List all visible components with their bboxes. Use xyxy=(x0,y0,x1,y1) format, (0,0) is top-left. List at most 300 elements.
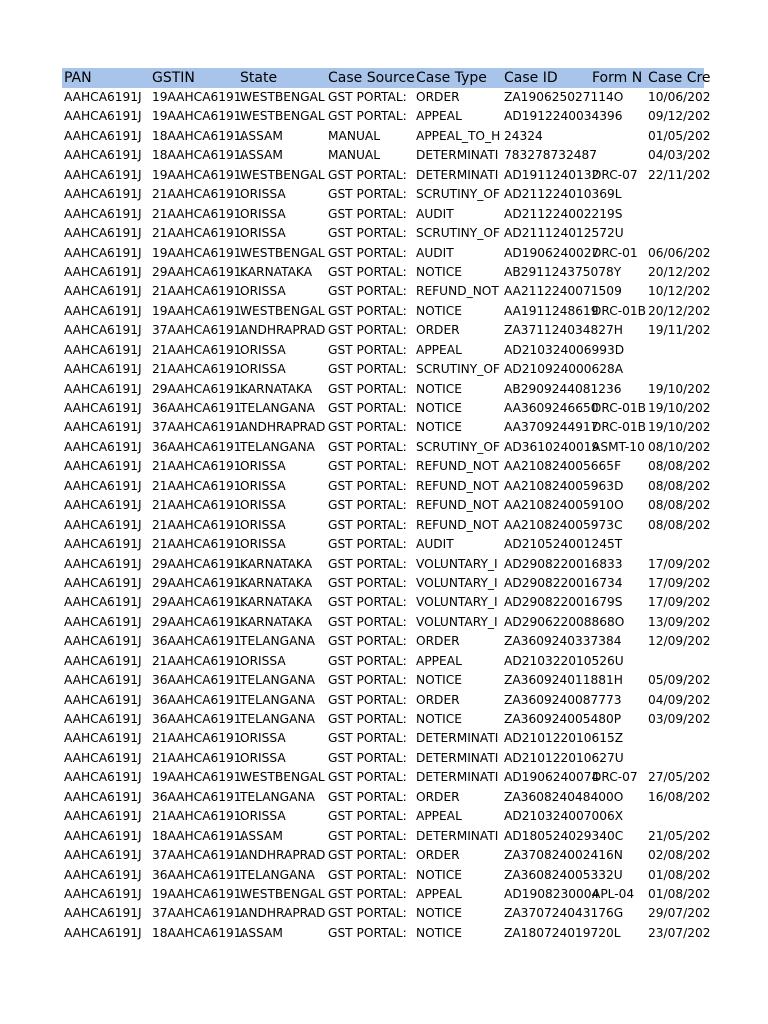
cell-case-type[interactable]: APPEAL xyxy=(416,653,462,668)
cell-gstin[interactable]: 21AAHCA6191. xyxy=(152,809,246,824)
cell-case-source[interactable]: GST PORTAL: xyxy=(328,109,407,124)
cell-form-no[interactable]: DRC-01B xyxy=(592,420,647,435)
cell-case-source[interactable]: GST PORTAL: xyxy=(328,614,407,629)
cell-pan[interactable]: AAHCA6191J xyxy=(64,867,142,882)
cell-gstin[interactable]: 21AAHCA6191. xyxy=(152,517,246,532)
cell-case-source[interactable]: GST PORTAL: xyxy=(328,789,407,804)
cell-state[interactable]: ANDHRAPRAD xyxy=(240,848,326,863)
cell-case-created[interactable]: 17/09/202 xyxy=(648,556,711,571)
cell-case-type[interactable]: APPEAL xyxy=(416,886,462,901)
cell-pan[interactable]: AAHCA6191J xyxy=(64,537,142,552)
cell-case-id[interactable]: AD1906240027 xyxy=(504,245,600,260)
cell-state[interactable]: ASSAM xyxy=(240,148,283,163)
cell-state[interactable]: WESTBENGAL xyxy=(240,90,325,104)
cell-gstin[interactable]: 29AAHCA6191. xyxy=(152,264,246,279)
cell-state[interactable]: WESTBENGAL xyxy=(240,886,325,901)
cell-pan[interactable]: AAHCA6191J xyxy=(64,362,142,377)
cell-case-created[interactable]: 04/09/202 xyxy=(648,692,711,707)
cell-case-source[interactable]: GST PORTAL: xyxy=(328,362,407,377)
cell-case-id[interactable]: ZA360924011881H xyxy=(504,673,623,688)
cell-gstin[interactable]: 36AAHCA6191. xyxy=(152,789,246,804)
cell-case-id[interactable]: ZA190625027114O xyxy=(504,90,624,104)
cell-form-no[interactable] xyxy=(590,107,646,126)
cell-form-no[interactable] xyxy=(590,127,646,146)
cell-case-type[interactable]: NOTICE xyxy=(416,401,462,415)
cell-state[interactable]: ORISSA xyxy=(240,478,286,493)
cell-state[interactable]: TELANGANA xyxy=(240,692,315,707)
cell-case-source[interactable]: GST PORTAL: xyxy=(328,848,407,863)
cell-form-no[interactable] xyxy=(590,866,646,885)
cell-gstin[interactable]: 37AAHCA6191. xyxy=(152,906,246,921)
cell-form-no[interactable] xyxy=(590,282,646,301)
cell-gstin[interactable]: 21AAHCA6191. xyxy=(152,226,246,241)
cell-case-created[interactable]: 12/09/202 xyxy=(648,634,711,649)
cell-pan[interactable]: AAHCA6191J xyxy=(64,498,142,513)
cell-state[interactable]: ANDHRAPRAD xyxy=(240,420,326,435)
cell-state[interactable]: ORISSA xyxy=(240,653,286,668)
cell-pan[interactable]: AAHCA6191J xyxy=(64,731,142,746)
cell-case-source[interactable]: GST PORTAL: xyxy=(328,906,407,921)
cell-pan[interactable]: AAHCA6191J xyxy=(64,401,142,415)
cell-pan[interactable]: AAHCA6191J xyxy=(64,342,142,357)
cell-case-created[interactable]: 01/08/202 xyxy=(648,886,711,901)
cell-case-type[interactable]: NOTICE xyxy=(416,712,462,726)
cell-case-type[interactable]: VOLUNTARY_I xyxy=(416,595,498,610)
cell-case-id[interactable]: ZA370724043176G xyxy=(504,906,624,921)
cell-gstin[interactable]: 29AAHCA6191. xyxy=(152,556,246,571)
cell-case-source[interactable]: GST PORTAL: xyxy=(328,653,407,668)
cell-pan[interactable]: AAHCA6191J xyxy=(64,750,142,765)
cell-case-created[interactable]: 23/07/202 xyxy=(648,925,711,940)
cell-pan[interactable]: AAHCA6191J xyxy=(64,420,142,435)
cell-state[interactable]: WESTBENGAL xyxy=(240,770,325,785)
cell-case-source[interactable]: GST PORTAL: xyxy=(328,381,407,396)
cell-case-source[interactable]: GST PORTAL: xyxy=(328,498,407,513)
cell-gstin[interactable]: 18AAHCA6191. xyxy=(152,828,246,843)
cell-gstin[interactable]: 36AAHCA6191. xyxy=(152,439,246,454)
cell-state[interactable]: ORISSA xyxy=(240,537,286,552)
cell-case-source[interactable]: GST PORTAL: xyxy=(328,886,407,901)
cell-gstin[interactable]: 21AAHCA6191. xyxy=(152,284,246,299)
cell-form-no[interactable]: DRC-01 xyxy=(592,245,638,260)
cell-state[interactable]: WESTBENGAL xyxy=(240,109,325,124)
cell-case-id[interactable]: ZA3609240337384 xyxy=(504,634,622,649)
cell-case-source[interactable]: GST PORTAL: xyxy=(328,634,407,649)
cell-case-id[interactable]: AD290822001679S xyxy=(504,595,623,610)
cell-state[interactable]: ANDHRAPRAD xyxy=(240,323,326,338)
cell-state[interactable]: KARNATAKA xyxy=(240,595,313,610)
cell-form-no[interactable] xyxy=(590,729,646,748)
cell-form-no[interactable] xyxy=(590,691,646,710)
cell-case-type[interactable]: ORDER xyxy=(416,323,460,338)
cell-form-no[interactable] xyxy=(590,496,646,515)
cell-case-type[interactable]: ORDER xyxy=(416,692,460,707)
cell-gstin[interactable]: 21AAHCA6191. xyxy=(152,459,246,474)
cell-pan[interactable]: AAHCA6191J xyxy=(64,886,142,901)
cell-pan[interactable]: AAHCA6191J xyxy=(64,692,142,707)
cell-case-created[interactable]: 01/05/202 xyxy=(648,128,711,143)
header-case-created[interactable]: Case Cre xyxy=(648,70,711,86)
cell-case-source[interactable]: GST PORTAL: xyxy=(328,575,407,590)
cell-case-source[interactable]: GST PORTAL: xyxy=(328,284,407,299)
cell-pan[interactable]: AAHCA6191J xyxy=(64,575,142,590)
cell-case-source[interactable]: GST PORTAL: xyxy=(328,809,407,824)
cell-case-source[interactable]: GST PORTAL: xyxy=(328,828,407,843)
cell-case-created[interactable]: 09/12/202 xyxy=(648,109,711,124)
cell-case-source[interactable]: GST PORTAL: xyxy=(328,595,407,610)
cell-pan[interactable]: AAHCA6191J xyxy=(64,167,142,182)
cell-case-source[interactable]: GST PORTAL: xyxy=(328,770,407,785)
cell-gstin[interactable]: 18AAHCA6191. xyxy=(152,128,246,143)
cell-state[interactable]: ORISSA xyxy=(240,187,286,202)
cell-case-source[interactable]: GST PORTAL: xyxy=(328,167,407,182)
cell-form-no[interactable] xyxy=(590,807,646,826)
cell-pan[interactable]: AAHCA6191J xyxy=(64,303,142,318)
cell-pan[interactable]: AAHCA6191J xyxy=(64,206,142,221)
cell-form-no[interactable] xyxy=(590,224,646,243)
cell-form-no[interactable] xyxy=(590,321,646,340)
cell-case-created[interactable]: 08/08/202 xyxy=(648,517,711,532)
cell-state[interactable]: TELANGANA xyxy=(240,712,315,726)
cell-state[interactable]: ORISSA xyxy=(240,459,286,474)
cell-form-no[interactable] xyxy=(590,710,646,729)
cell-case-type[interactable]: DETERMINATI xyxy=(416,750,499,765)
cell-case-type[interactable]: NOTICE xyxy=(416,867,462,882)
cell-form-no[interactable] xyxy=(590,341,646,360)
cell-case-source[interactable]: GST PORTAL: xyxy=(328,206,407,221)
cell-case-type[interactable]: REFUND_NOT xyxy=(416,517,499,532)
cell-case-source[interactable]: GST PORTAL: xyxy=(328,925,407,940)
cell-form-no[interactable] xyxy=(590,263,646,282)
cell-gstin[interactable]: 29AAHCA6191. xyxy=(152,614,246,629)
cell-pan[interactable]: AAHCA6191J xyxy=(64,517,142,532)
cell-case-created[interactable]: 19/10/202 xyxy=(648,381,711,396)
cell-case-source[interactable]: GST PORTAL: xyxy=(328,226,407,241)
cell-case-id[interactable]: AD3610240019 xyxy=(504,439,600,454)
cell-gstin[interactable]: 19AAHCA6191. xyxy=(152,109,246,124)
cell-pan[interactable]: AAHCA6191J xyxy=(64,439,142,454)
cell-form-no[interactable] xyxy=(590,613,646,632)
cell-case-source[interactable]: GST PORTAL: xyxy=(328,517,407,532)
cell-case-source[interactable]: GST PORTAL: xyxy=(328,478,407,493)
cell-state[interactable]: ORISSA xyxy=(240,750,286,765)
cell-case-id[interactable]: AD210322010526U xyxy=(504,653,624,668)
cell-case-created[interactable] xyxy=(646,749,704,768)
cell-gstin[interactable]: 37AAHCA6191. xyxy=(152,420,246,435)
cell-case-created[interactable]: 16/08/202 xyxy=(648,789,711,804)
cell-form-no[interactable] xyxy=(590,924,646,943)
cell-case-created[interactable]: 13/09/202 xyxy=(648,614,711,629)
cell-pan[interactable]: AAHCA6191J xyxy=(64,673,142,688)
cell-pan[interactable]: AAHCA6191J xyxy=(64,712,142,726)
cell-gstin[interactable]: 21AAHCA6191. xyxy=(152,362,246,377)
cell-form-no[interactable] xyxy=(590,535,646,554)
cell-case-id[interactable]: ZA3609240087773 xyxy=(504,692,622,707)
cell-case-id[interactable]: AD2908220016833 xyxy=(504,556,623,571)
cell-case-created[interactable]: 20/12/202 xyxy=(648,264,711,279)
header-pan[interactable]: PAN xyxy=(64,70,92,86)
cell-pan[interactable]: AAHCA6191J xyxy=(64,459,142,474)
cell-gstin[interactable]: 37AAHCA6191. xyxy=(152,848,246,863)
cell-form-no[interactable]: DRC-07 xyxy=(592,167,638,182)
cell-pan[interactable]: AAHCA6191J xyxy=(64,323,142,338)
cell-case-created[interactable]: 08/08/202 xyxy=(648,459,711,474)
cell-gstin[interactable]: 21AAHCA6191. xyxy=(152,731,246,746)
cell-case-type[interactable]: ORDER xyxy=(416,90,460,104)
cell-case-source[interactable]: GST PORTAL: xyxy=(328,692,407,707)
cell-gstin[interactable]: 36AAHCA6191. xyxy=(152,673,246,688)
cell-case-created[interactable]: 01/08/202 xyxy=(648,867,711,882)
cell-form-no[interactable] xyxy=(590,457,646,476)
cell-case-id[interactable]: AB291124375078Y xyxy=(504,264,622,279)
cell-gstin[interactable]: 36AAHCA6191. xyxy=(152,401,246,415)
cell-case-source[interactable]: MANUAL xyxy=(328,128,381,143)
cell-case-created[interactable]: 17/09/202 xyxy=(648,575,711,590)
cell-case-created[interactable]: 08/08/202 xyxy=(648,478,711,493)
cell-case-id[interactable]: AD210524001245T xyxy=(504,537,623,552)
cell-form-no[interactable]: DRC-01B xyxy=(592,303,647,318)
cell-case-id[interactable]: AD210324007006X xyxy=(504,809,624,824)
cell-form-no[interactable] xyxy=(590,671,646,690)
cell-state[interactable]: KARNATAKA xyxy=(240,264,313,279)
cell-pan[interactable]: AAHCA6191J xyxy=(64,595,142,610)
cell-case-created[interactable] xyxy=(646,341,704,360)
header-case-source[interactable]: Case Source xyxy=(328,70,415,86)
header-state[interactable]: State xyxy=(240,70,278,86)
cell-case-id[interactable]: AA3709244917 xyxy=(504,420,599,435)
cell-case-source[interactable]: MANUAL xyxy=(328,148,381,163)
cell-form-no[interactable]: ASMT-10 xyxy=(592,439,645,454)
cell-state[interactable]: KARNATAKA xyxy=(240,575,313,590)
cell-state[interactable]: KARNATAKA xyxy=(240,614,313,629)
cell-case-type[interactable]: AUDIT xyxy=(416,206,454,221)
cell-gstin[interactable]: 19AAHCA6191. xyxy=(152,303,246,318)
cell-state[interactable]: ORISSA xyxy=(240,498,286,513)
cell-form-no[interactable] xyxy=(590,632,646,651)
cell-pan[interactable]: AAHCA6191J xyxy=(64,653,142,668)
cell-state[interactable]: ORISSA xyxy=(240,809,286,824)
cell-case-created[interactable]: 08/08/202 xyxy=(648,498,711,513)
cell-case-id[interactable]: ZA360824048400O xyxy=(504,789,624,804)
cell-case-created[interactable]: 10/12/202 xyxy=(648,284,711,299)
cell-form-no[interactable] xyxy=(590,904,646,923)
cell-pan[interactable]: AAHCA6191J xyxy=(64,109,142,124)
cell-case-type[interactable]: REFUND_NOT xyxy=(416,459,499,474)
cell-case-source[interactable]: GST PORTAL: xyxy=(328,731,407,746)
header-case-type[interactable]: Case Type xyxy=(416,70,487,86)
cell-case-type[interactable]: APPEAL xyxy=(416,109,462,124)
cell-case-id[interactable]: AA210824005665F xyxy=(504,459,622,474)
cell-case-id[interactable]: AA210824005910O xyxy=(504,498,624,513)
cell-case-created[interactable]: 19/11/202 xyxy=(648,323,711,338)
cell-state[interactable]: ORISSA xyxy=(240,731,286,746)
cell-form-no[interactable] xyxy=(590,574,646,593)
cell-case-source[interactable]: GST PORTAL: xyxy=(328,439,407,454)
cell-form-no[interactable] xyxy=(590,88,646,107)
cell-form-no[interactable]: DRC-07 xyxy=(592,770,638,785)
cell-case-type[interactable]: VOLUNTARY_I xyxy=(416,614,498,629)
cell-case-id[interactable]: AD180524029340C xyxy=(504,828,624,843)
cell-case-type[interactable]: SCRUTINY_OF xyxy=(416,362,500,377)
cell-state[interactable]: ORISSA xyxy=(240,517,286,532)
cell-gstin[interactable]: 21AAHCA6191. xyxy=(152,653,246,668)
cell-case-id[interactable]: ZA371124034827H xyxy=(504,323,623,338)
cell-case-created[interactable]: 22/11/202 xyxy=(648,167,711,182)
cell-state[interactable]: TELANGANA xyxy=(240,401,315,415)
cell-case-created[interactable] xyxy=(646,185,704,204)
cell-form-no[interactable] xyxy=(590,185,646,204)
cell-case-type[interactable]: VOLUNTARY_I xyxy=(416,556,498,571)
cell-gstin[interactable]: 36AAHCA6191. xyxy=(152,867,246,882)
cell-state[interactable]: ORISSA xyxy=(240,206,286,221)
cell-state[interactable]: ASSAM xyxy=(240,925,283,940)
cell-state[interactable]: ANDHRAPRAD xyxy=(240,906,326,921)
cell-case-created[interactable]: 02/08/202 xyxy=(648,848,711,863)
cell-case-created[interactable] xyxy=(646,205,704,224)
cell-gstin[interactable]: 29AAHCA6191. xyxy=(152,381,246,396)
cell-case-id[interactable]: ZA360924005480P xyxy=(504,712,622,726)
cell-pan[interactable]: AAHCA6191J xyxy=(64,556,142,571)
cell-pan[interactable]: AAHCA6191J xyxy=(64,828,142,843)
cell-pan[interactable]: AAHCA6191J xyxy=(64,90,142,104)
cell-form-no[interactable] xyxy=(590,380,646,399)
cell-case-id[interactable]: 24324 xyxy=(504,128,543,143)
cell-case-id[interactable]: AD210122010627U xyxy=(504,750,624,765)
cell-case-type[interactable]: DETERMINATI xyxy=(416,148,499,163)
cell-case-source[interactable]: GST PORTAL: xyxy=(328,323,407,338)
cell-pan[interactable]: AAHCA6191J xyxy=(64,634,142,649)
cell-case-type[interactable]: DETERMINATI xyxy=(416,731,499,746)
cell-case-source[interactable]: GST PORTAL: xyxy=(328,342,407,357)
cell-case-type[interactable]: NOTICE xyxy=(416,673,462,688)
cell-case-id[interactable]: AD210924000628A xyxy=(504,362,624,377)
cell-case-type[interactable]: SCRUTINY_OF xyxy=(416,226,500,241)
cell-case-type[interactable]: APPEAL_TO_H xyxy=(416,128,501,143)
cell-case-created[interactable]: 04/03/202 xyxy=(648,148,711,163)
cell-state[interactable]: TELANGANA xyxy=(240,439,315,454)
cell-case-created[interactable] xyxy=(646,807,704,826)
cell-pan[interactable]: AAHCA6191J xyxy=(64,848,142,863)
cell-state[interactable]: TELANGANA xyxy=(240,867,315,882)
cell-case-type[interactable]: ORDER xyxy=(416,634,460,649)
cell-gstin[interactable]: 21AAHCA6191. xyxy=(152,342,246,357)
cell-case-source[interactable]: GST PORTAL: xyxy=(328,401,407,415)
cell-gstin[interactable]: 37AAHCA6191. xyxy=(152,323,246,338)
cell-pan[interactable]: AAHCA6191J xyxy=(64,128,142,143)
cell-case-type[interactable]: APPEAL xyxy=(416,342,462,357)
cell-form-no[interactable]: DRC-01B xyxy=(592,401,647,415)
cell-state[interactable]: ASSAM xyxy=(240,128,283,143)
cell-form-no[interactable] xyxy=(590,846,646,865)
cell-case-created[interactable] xyxy=(646,224,704,243)
cell-case-type[interactable]: REFUND_NOT xyxy=(416,498,499,513)
cell-pan[interactable]: AAHCA6191J xyxy=(64,226,142,241)
cell-case-created[interactable] xyxy=(646,535,704,554)
cell-gstin[interactable]: 19AAHCA6191. xyxy=(152,167,246,182)
cell-pan[interactable]: AAHCA6191J xyxy=(64,789,142,804)
cell-case-source[interactable]: GST PORTAL: xyxy=(328,264,407,279)
cell-case-id[interactable]: AD211224010369L xyxy=(504,187,622,202)
cell-case-type[interactable]: NOTICE xyxy=(416,420,462,435)
cell-case-created[interactable]: 19/10/202 xyxy=(648,420,711,435)
cell-case-created[interactable]: 21/05/202 xyxy=(648,828,711,843)
cell-gstin[interactable]: 21AAHCA6191. xyxy=(152,206,246,221)
cell-gstin[interactable]: 21AAHCA6191. xyxy=(152,498,246,513)
cell-pan[interactable]: AAHCA6191J xyxy=(64,478,142,493)
cell-case-source[interactable]: GST PORTAL: xyxy=(328,537,407,552)
cell-form-no[interactable] xyxy=(590,555,646,574)
cell-case-created[interactable]: 17/09/202 xyxy=(648,595,711,610)
header-gstin[interactable]: GSTIN xyxy=(152,70,195,86)
cell-form-no[interactable] xyxy=(590,146,646,165)
cell-gstin[interactable]: 18AAHCA6191. xyxy=(152,148,246,163)
cell-gstin[interactable]: 21AAHCA6191. xyxy=(152,187,246,202)
cell-pan[interactable]: AAHCA6191J xyxy=(64,381,142,396)
cell-pan[interactable]: AAHCA6191J xyxy=(64,148,142,163)
cell-gstin[interactable]: 36AAHCA6191. xyxy=(152,634,246,649)
header-case-id[interactable]: Case ID xyxy=(504,70,558,86)
cell-case-type[interactable]: NOTICE xyxy=(416,906,462,921)
cell-case-source[interactable]: GST PORTAL: xyxy=(328,673,407,688)
cell-gstin[interactable]: 21AAHCA6191. xyxy=(152,537,246,552)
cell-pan[interactable]: AAHCA6191J xyxy=(64,284,142,299)
cell-case-source[interactable]: GST PORTAL: xyxy=(328,867,407,882)
cell-case-source[interactable]: GST PORTAL: xyxy=(328,712,407,726)
cell-case-type[interactable]: NOTICE xyxy=(416,925,462,940)
cell-gstin[interactable]: 19AAHCA6191. xyxy=(152,90,246,104)
cell-case-source[interactable]: GST PORTAL: xyxy=(328,750,407,765)
cell-case-created[interactable]: 27/05/202 xyxy=(648,770,711,785)
cell-case-created[interactable]: 08/10/202 xyxy=(648,439,711,454)
cell-form-no[interactable] xyxy=(590,205,646,224)
cell-case-id[interactable]: AA210824005973C xyxy=(504,517,623,532)
cell-case-id[interactable]: AD2908220016734 xyxy=(504,575,623,590)
cell-state[interactable]: TELANGANA xyxy=(240,634,315,649)
cell-pan[interactable]: AAHCA6191J xyxy=(64,245,142,260)
cell-case-type[interactable]: AUDIT xyxy=(416,245,454,260)
cell-state[interactable]: WESTBENGAL xyxy=(240,303,325,318)
cell-case-type[interactable]: AUDIT xyxy=(416,537,454,552)
cell-case-type[interactable]: ORDER xyxy=(416,789,460,804)
cell-state[interactable]: ORISSA xyxy=(240,226,286,241)
cell-case-type[interactable]: REFUND_NOT xyxy=(416,478,499,493)
cell-pan[interactable]: AAHCA6191J xyxy=(64,906,142,921)
cell-gstin[interactable]: 29AAHCA6191. xyxy=(152,575,246,590)
cell-pan[interactable]: AAHCA6191J xyxy=(64,614,142,629)
cell-case-created[interactable]: 10/06/202 xyxy=(648,90,711,104)
cell-gstin[interactable]: 19AAHCA6191. xyxy=(152,770,246,785)
cell-state[interactable]: ASSAM xyxy=(240,828,283,843)
cell-case-id[interactable]: AA1911248619 xyxy=(504,303,599,318)
cell-state[interactable]: KARNATAKA xyxy=(240,556,313,571)
cell-case-id[interactable]: AD1908230004 xyxy=(504,886,600,901)
cell-case-type[interactable]: ORDER xyxy=(416,848,460,863)
cell-state[interactable]: WESTBENGAL xyxy=(240,245,325,260)
cell-case-type[interactable]: APPEAL xyxy=(416,809,462,824)
cell-gstin[interactable]: 19AAHCA6191. xyxy=(152,245,246,260)
cell-form-no[interactable]: APL-04 xyxy=(592,886,635,901)
cell-case-created[interactable]: 03/09/202 xyxy=(648,712,711,726)
cell-case-source[interactable]: GST PORTAL: xyxy=(328,556,407,571)
cell-case-id[interactable]: AD210324006993D xyxy=(504,342,625,357)
cell-form-no[interactable] xyxy=(590,516,646,535)
cell-case-id[interactable]: AD1912240034396 xyxy=(504,109,623,124)
cell-gstin[interactable]: 21AAHCA6191. xyxy=(152,478,246,493)
cell-pan[interactable]: AAHCA6191J xyxy=(64,925,142,940)
cell-gstin[interactable]: 18AAHCA6191. xyxy=(152,925,246,940)
cell-case-source[interactable]: GST PORTAL: xyxy=(328,303,407,318)
cell-case-id[interactable]: ZA370824002416N xyxy=(504,848,623,863)
